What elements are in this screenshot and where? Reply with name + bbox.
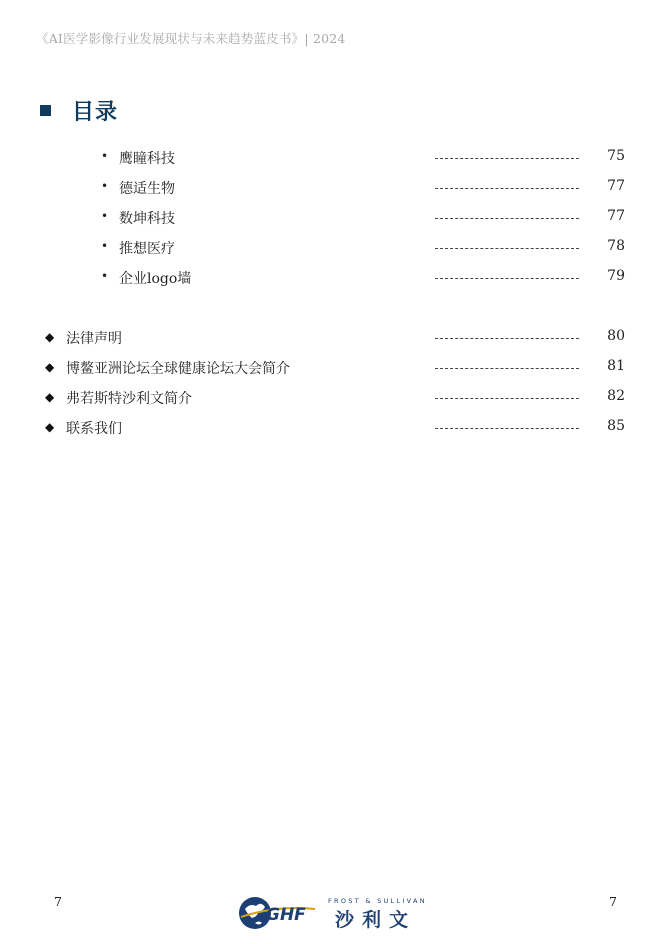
toc-main-item[interactable]: [0, 387, 665, 409]
diamond-bullet-icon: ◆: [45, 330, 55, 344]
frost-sullivan-en: FROST & SULLIVAN: [328, 897, 427, 905]
ghf-logo: [237, 893, 323, 933]
toc-sub-item[interactable]: [0, 237, 665, 259]
toc-item-page: 78: [607, 238, 625, 254]
toc-sub-item[interactable]: [0, 177, 665, 199]
svg-text:GHF: GHF: [266, 905, 306, 925]
diamond-bullet-icon: ◆: [45, 360, 55, 374]
toc-item-page: 81: [607, 358, 625, 374]
toc-heading: [40, 95, 118, 126]
diamond-bullet-icon: ◆: [45, 420, 55, 434]
toc-item-label: 企业logo墙: [119, 271, 192, 287]
leader-dots: [435, 368, 579, 369]
toc-item-page: 75: [607, 148, 625, 164]
toc-item-page: 80: [607, 328, 625, 344]
toc-item-page: 79: [607, 268, 625, 284]
bullet-dot-icon: •: [101, 179, 109, 193]
footer-logos: [237, 893, 437, 933]
toc-item-label: 博鳌亚洲论坛全球健康论坛大会简介: [66, 361, 290, 377]
toc-item-label: 鹰瞳科技: [119, 151, 175, 167]
toc-sub-item[interactable]: [0, 267, 665, 289]
leader-dots: [435, 188, 579, 189]
toc-item-label: 联系我们: [66, 421, 122, 437]
toc-item-label: 德适生物: [119, 181, 175, 197]
toc-main-item[interactable]: [0, 327, 665, 349]
toc-item-page: 77: [607, 178, 625, 194]
diamond-bullet-icon: ◆: [45, 390, 55, 404]
leader-dots: [435, 158, 579, 159]
toc-sub-item[interactable]: [0, 147, 665, 169]
toc-item-label: 法律声明: [66, 331, 122, 347]
toc-sub-item[interactable]: [0, 207, 665, 229]
bullet-dot-icon: •: [101, 239, 109, 253]
leader-dots: [435, 428, 579, 429]
toc-item-page: 85: [607, 418, 625, 434]
toc-item-label: 数坤科技: [119, 211, 175, 227]
leader-dots: [435, 338, 579, 339]
leader-dots: [435, 248, 579, 249]
leader-dots: [435, 278, 579, 279]
footer-page-number-left: 7: [54, 894, 62, 909]
footer-page-number-right: 7: [609, 894, 617, 909]
toc-item-label: 弗若斯特沙利文简介: [66, 391, 192, 407]
leader-dots: [435, 398, 579, 399]
toc-main-item[interactable]: [0, 357, 665, 379]
toc-title: 目录: [72, 99, 119, 125]
toc-item-page: 82: [607, 388, 625, 404]
toc-main-item[interactable]: [0, 417, 665, 439]
heading-square-icon: [40, 105, 51, 116]
toc-item-page: 77: [607, 208, 625, 224]
leader-dots: [435, 218, 579, 219]
bullet-dot-icon: •: [101, 209, 109, 223]
bullet-dot-icon: •: [101, 149, 109, 163]
frost-sullivan-cn: 沙利文: [335, 909, 417, 931]
page-header: 《AI医学影像行业发展现状与未来趋势蓝皮书》| 2024: [36, 31, 346, 46]
toc-item-label: 推想医疗: [119, 241, 175, 257]
bullet-dot-icon: •: [101, 269, 109, 283]
